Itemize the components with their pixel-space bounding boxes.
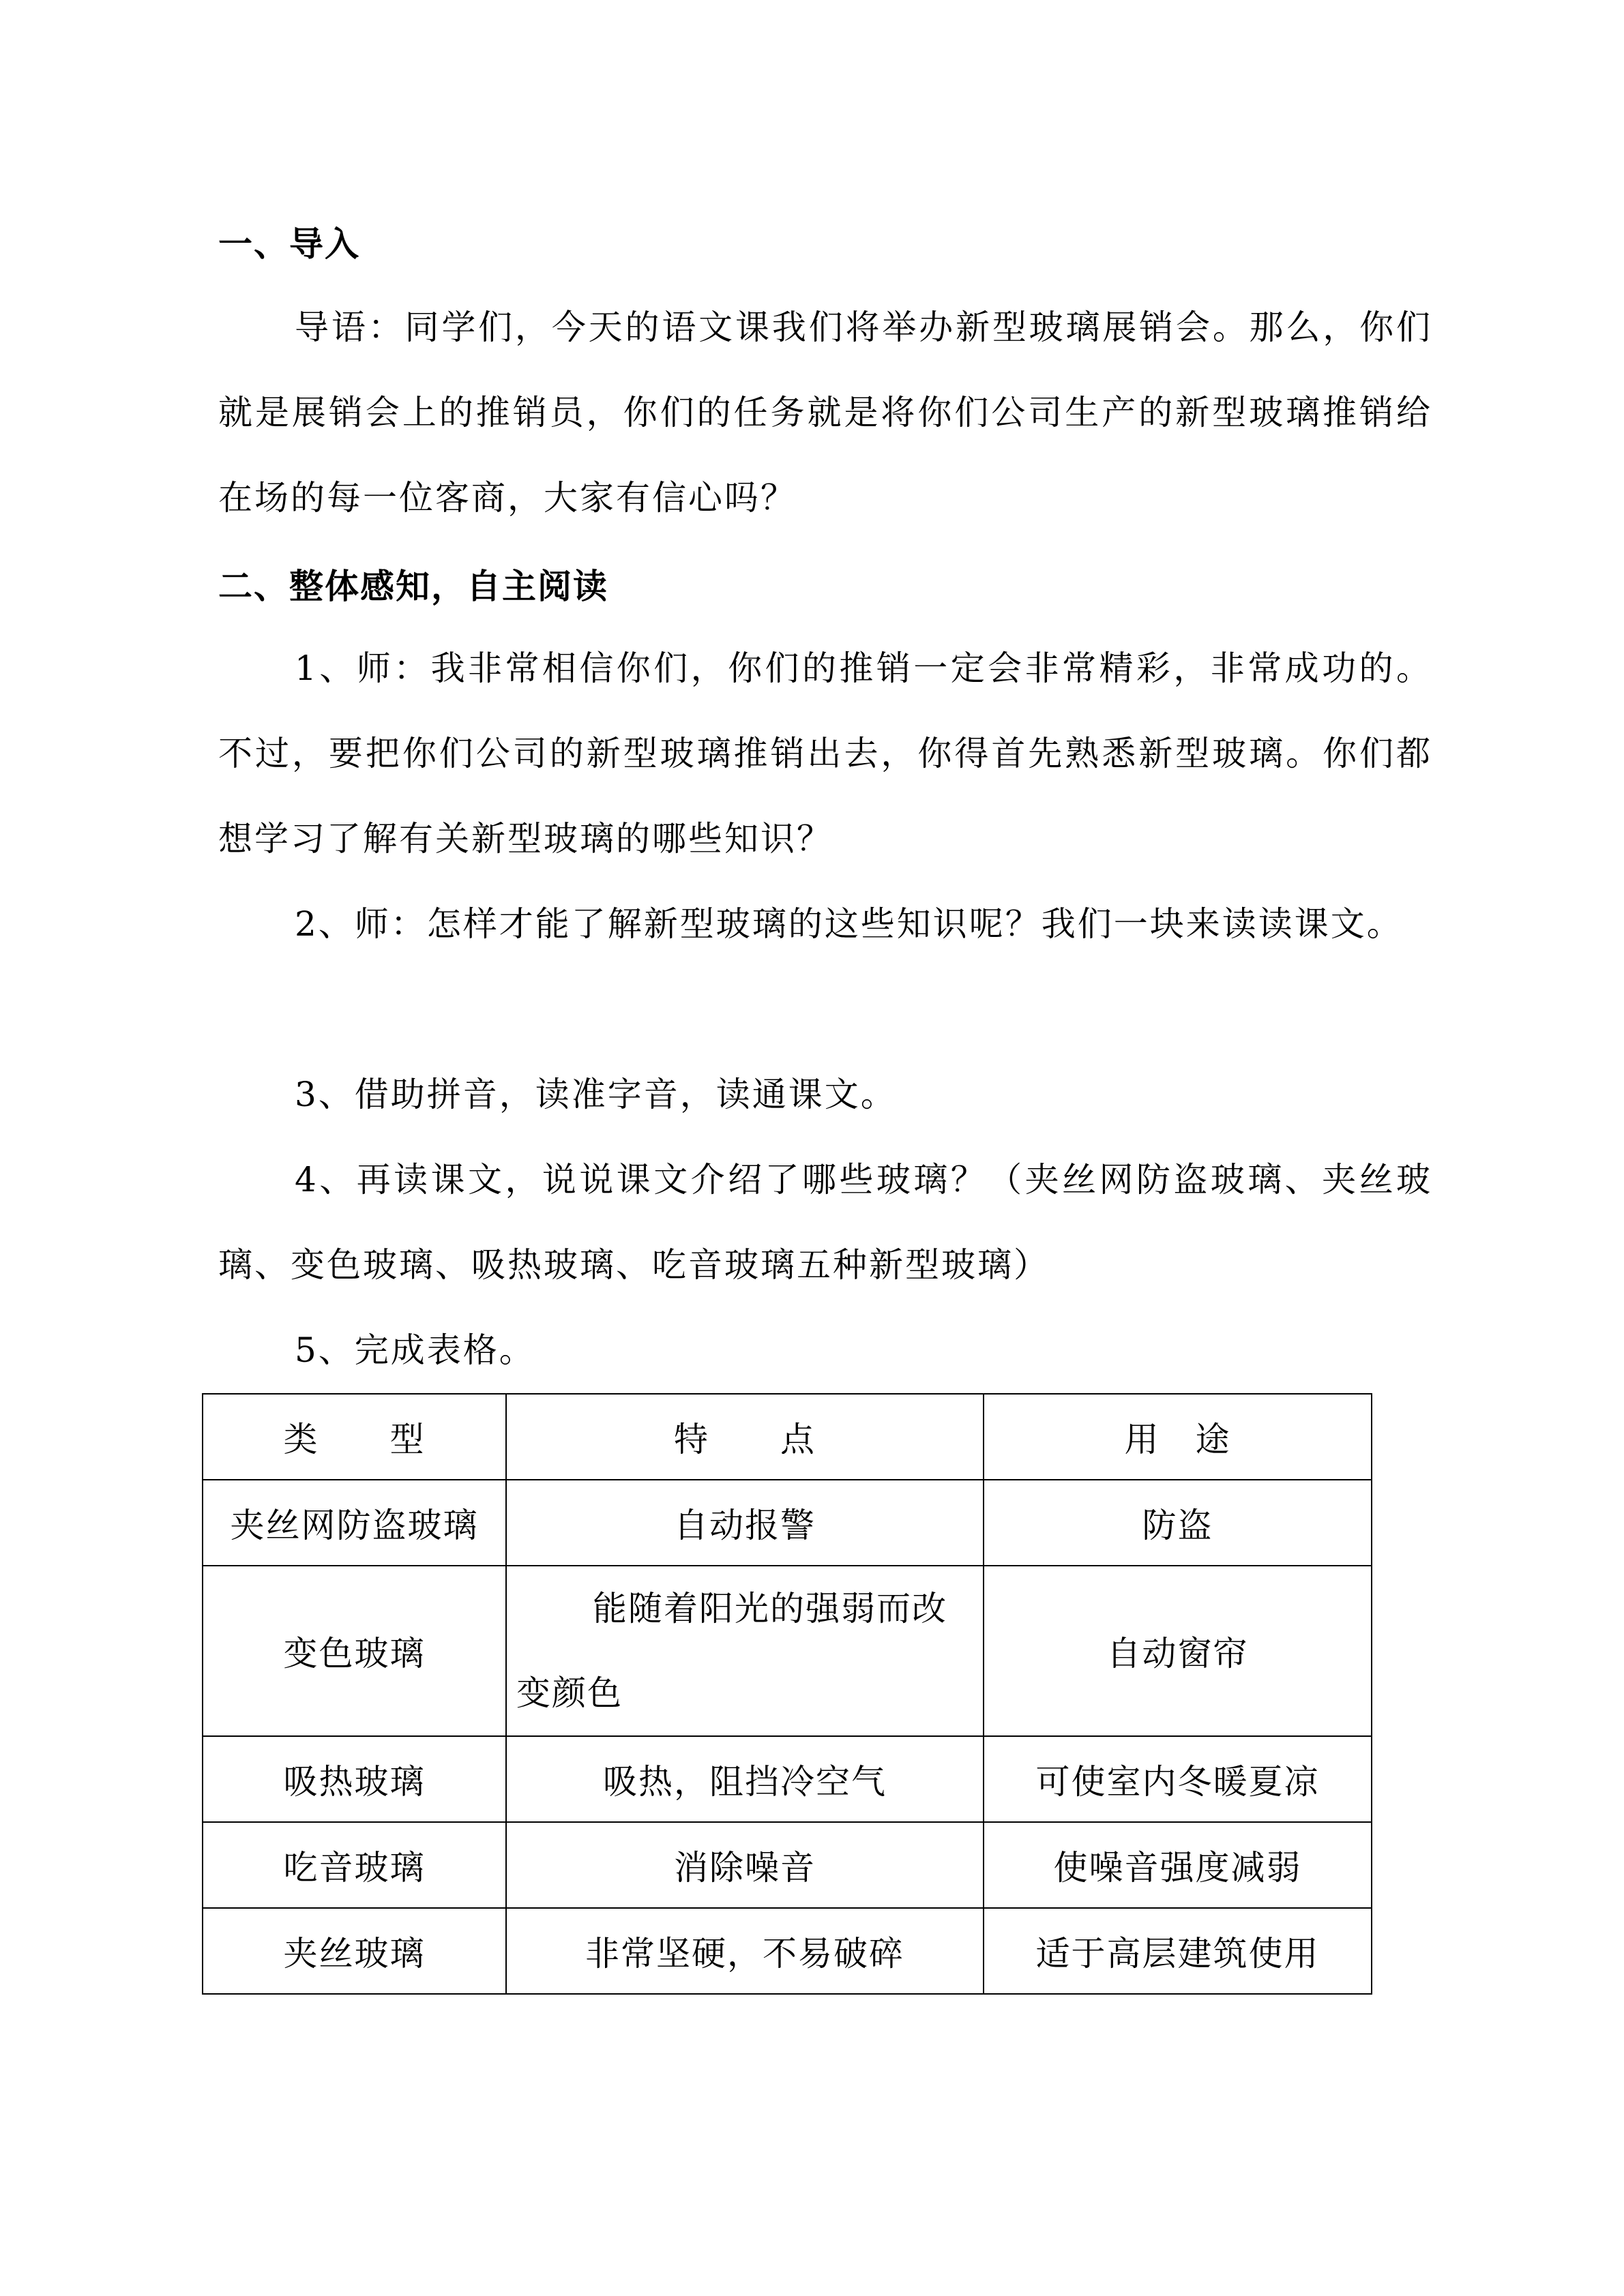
table-row xyxy=(203,1822,1372,1908)
cell-feature-text: 能随着阳光的强弱而改变颜色 xyxy=(516,1589,947,1713)
table-header-row xyxy=(203,1394,1372,1480)
cell-feature xyxy=(506,1566,984,1736)
cell-feature: 消除噪音 xyxy=(506,1822,984,1908)
cell-type: 吸热玻璃 xyxy=(203,1736,506,1822)
glass-types-table xyxy=(202,1393,1372,1995)
cell-type: 夹丝玻璃 xyxy=(203,1908,506,1994)
cell-feature: 吸热，阻挡冷空气 xyxy=(506,1736,984,1822)
cell-type: 变色玻璃 xyxy=(203,1566,506,1736)
cell-type: 夹丝网防盗玻璃 xyxy=(203,1480,506,1566)
table-row xyxy=(203,1736,1372,1822)
step-5-paragraph: 5、完成表格。 xyxy=(295,1330,535,1370)
cell-use: 可使室内冬暖夏凉 xyxy=(984,1736,1372,1822)
header-use: 用 途 xyxy=(984,1394,1372,1480)
cell-type: 吃音玻璃 xyxy=(203,1822,506,1908)
step-3-paragraph: 3、借助拼音，读准字音，读通课文。 xyxy=(295,1075,897,1114)
cell-use: 防盗 xyxy=(984,1480,1372,1566)
section-heading-reading: 二、整体感知，自主阅读 xyxy=(218,567,608,606)
intro-paragraph: 导语：同学们，今天的语文课我们将举办新型玻璃展销会。那么，你们就是展销会上的推销员，你们的任务就是将你们公司生产的新型玻璃推销给在场的每一位客商，大家有信心吗？ xyxy=(218,308,1432,518)
header-feature: 特 点 xyxy=(506,1394,984,1480)
cell-use: 自动窗帘 xyxy=(984,1566,1372,1736)
table-row xyxy=(203,1908,1372,1994)
step-2-paragraph: 2、师：怎样才能了解新型玻璃的这些知识呢？我们一块来读读课文。 xyxy=(295,904,1403,944)
table-row xyxy=(203,1480,1372,1566)
cell-use: 使噪音强度减弱 xyxy=(984,1822,1372,1908)
step-4-paragraph: 4、再读课文，说说课文介绍了哪些玻璃？（夹丝网防盗玻璃、夹丝玻璃、变色玻璃、吸热玻璃、吃音玻璃五种新型玻璃） xyxy=(218,1160,1432,1285)
section-heading-intro: 一、导入 xyxy=(218,224,360,264)
header-type: 类 型 xyxy=(203,1394,506,1480)
cell-feature: 非常坚硬，不易破碎 xyxy=(506,1908,984,1994)
step-1-paragraph: 1、师：我非常相信你们，你们的推销一定会非常精彩，非常成功的。不过，要把你们公司的新型玻璃推销出去，你得首先熟悉新型玻璃。你们都想学习了解有关新型玻璃的哪些知识？ xyxy=(218,648,1432,859)
table-row xyxy=(203,1566,1372,1736)
cell-use: 适于高层建筑使用 xyxy=(984,1908,1372,1994)
cell-feature: 自动报警 xyxy=(506,1480,984,1566)
